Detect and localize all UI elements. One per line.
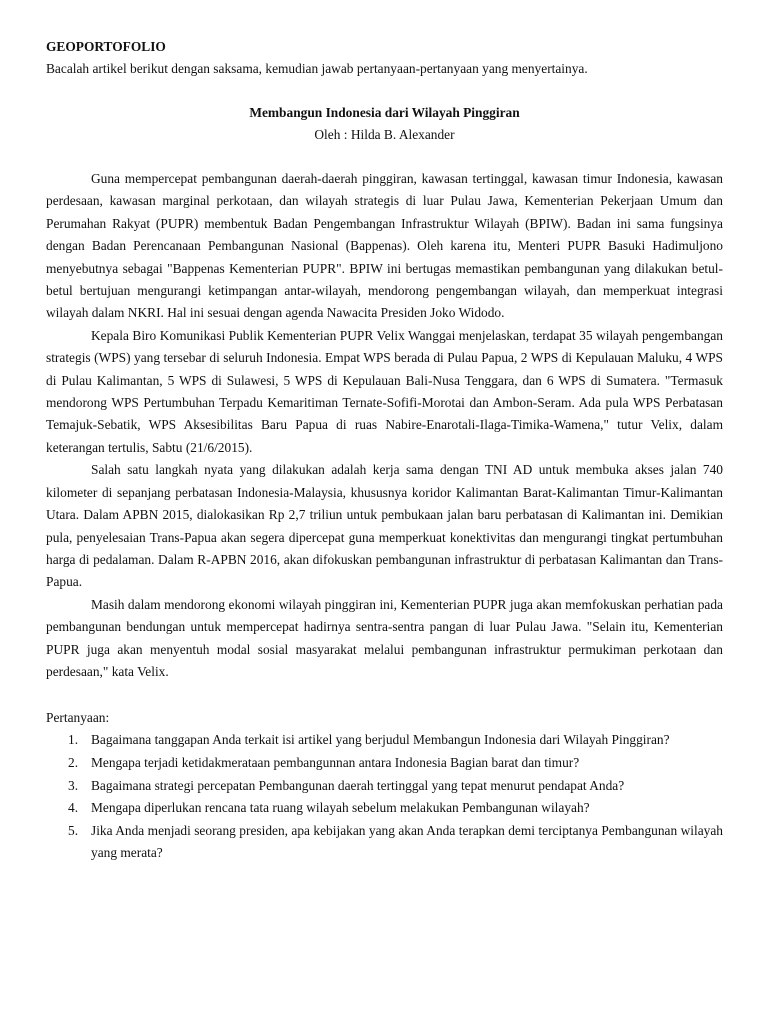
- article-title: Membangun Indonesia dari Wilayah Pinggiran: [249, 105, 520, 120]
- question-number: 4.: [68, 800, 79, 816]
- question-list: [46, 729, 723, 865]
- question-item: [46, 729, 723, 752]
- question-number: 1.: [68, 732, 79, 748]
- question-text: Mengapa terjadi ketidakmerataan pembangunnan antara Indonesia Bagian barat dan timur?: [91, 754, 580, 770]
- question-item: [46, 820, 723, 865]
- question-item: [46, 752, 723, 775]
- article-paragraph: Masih dalam mendorong ekonomi wilayah pinggiran ini, Kementerian PUPR juga akan memfokuskan perhatian pada pembangunan bendungan untuk mempercepat hadirnya sentra-sentra pangan di luar Pulau Jawa. "Selain itu, Kementerian PUPR juga akan menyentuh modal sosial masyarakat melalui pembangunan infrastruktur permukiman perkotaan dan perdesaan," kata Velix.: [46, 596, 723, 679]
- question-text: Mengapa diperlukan rencana tata ruang wilayah sebelum melakukan Pembangunan wilayah?: [91, 800, 590, 816]
- article-paragraph: Guna mempercepat pembangunan daerah-daerah pinggiran, kawasan tertinggal, kawasan timur Indonesia, kawasan perdesaan, kawasan marginal perkotaan, dan wilayah strategis di luar Pulau Jawa, Kementerian Pekerjaan Umum dan Perumahan Rakyat (PUPR) membentuk Badan Pengembangan Infrastruktur Wilayah (BPIW). Badan ini sama fungsinya dengan Badan Perencanaan Pembangunan Nasional (Bappenas). Oleh karena itu, Menteri PUPR Basuki Hadimuljono menyebutnya sebagai "Bappenas Kementerian PUPR". BPIW ini bertugas memastikan pembangunan yang dilakukan betul-betul bertujuan mengurangi ketimpangan antar-wilayah, mendorong pengembangan wilayah, dan memperkuat integrasi wilayah dalam NKRI. Hal ini sesuai dengan agenda Nawacita Presiden Joko Widodo.: [46, 171, 723, 321]
- questions-label: Pertanyaan:: [46, 710, 110, 726]
- question-item: [46, 775, 723, 798]
- question-item: [46, 797, 723, 820]
- document-header: GEOPORTOFOLIO: [46, 39, 166, 54]
- question-text: Bagaimana tanggapan Anda terkait isi artikel yang berjudul Membangun Indonesia dari Wilayah Pinggiran?: [91, 732, 670, 748]
- article-paragraph: Salah satu langkah nyata yang dilakukan adalah kerja sama dengan TNI AD untuk membuka akses jalan 740 kilometer di sepanjang perbatasan Indonesia-Malaysia, khususnya koridor Kalimantan Barat-Kalimantan Timur-Kalimantan Utara. Dalam APBN 2015, dialokasikan Rp 2,7 triliun untuk pembukaan jalan baru perbatasan di Kalimantan ini. Demikian pula, penyelesaian Trans-Papua akan segera dipercepat guna memperkuat konektivitas dan mengurangi tingkat pertumbuhan harga di pedalaman. Dalam R-APBN 2016, akan difokuskan pembangunan infrastruktur di perbatasan Kalimantan dan Trans-Papua.: [46, 462, 723, 590]
- instruction-text: Bacalah artikel berikut dengan saksama, kemudian jawab pertanyaan-pertanyaan yang menyertainya.: [46, 61, 588, 76]
- article-paragraph: Kepala Biro Komunikasi Publik Kementerian PUPR Velix Wanggai menjelaskan, terdapat 35 wilayah pengembangan strategis (WPS) yang tersebar di seluruh Indonesia. Empat WPS berada di Pulau Papua, 2 WPS di Kepulauan Maluku, 4 WPS di Pulau Kalimantan, 5 WPS di Sulawesi, 5 WPS di Kepulauan Bali-Nusa Tenggara, dan 6 WPS di Sumatera. "Termasuk mendorong WPS Pertumbuhan Terpadu Kemaritiman Ternate-Sofifi-Morotai dan Ambon-Seram. Ada pula WPS Perbatasan Temajuk-Sebatik, WPS Aksesibilitas Baru Papua di ruas Nabire-Enarotali-Ilaga-Timika-Wamena," tutur Velix, dalam keterangan tertulis, Sabtu (21/6/2015).: [46, 327, 723, 455]
- question-number: 3.: [68, 777, 79, 793]
- question-text: Bagaimana strategi percepatan Pembangunan daerah tertinggal yang tepat menurut pendapat Anda?: [91, 777, 625, 793]
- document-page: [46, 36, 723, 865]
- question-number: 5.: [68, 822, 79, 838]
- question-number: 2.: [68, 754, 79, 770]
- question-text: Jika Anda menjadi seorang presiden, apa kebijakan yang akan Anda terapkan demi terciptanya Pembangunan wilayah yang merata?: [91, 822, 723, 861]
- article-author: Oleh : Hilda B. Alexander: [314, 127, 455, 142]
- article-body: [46, 168, 723, 683]
